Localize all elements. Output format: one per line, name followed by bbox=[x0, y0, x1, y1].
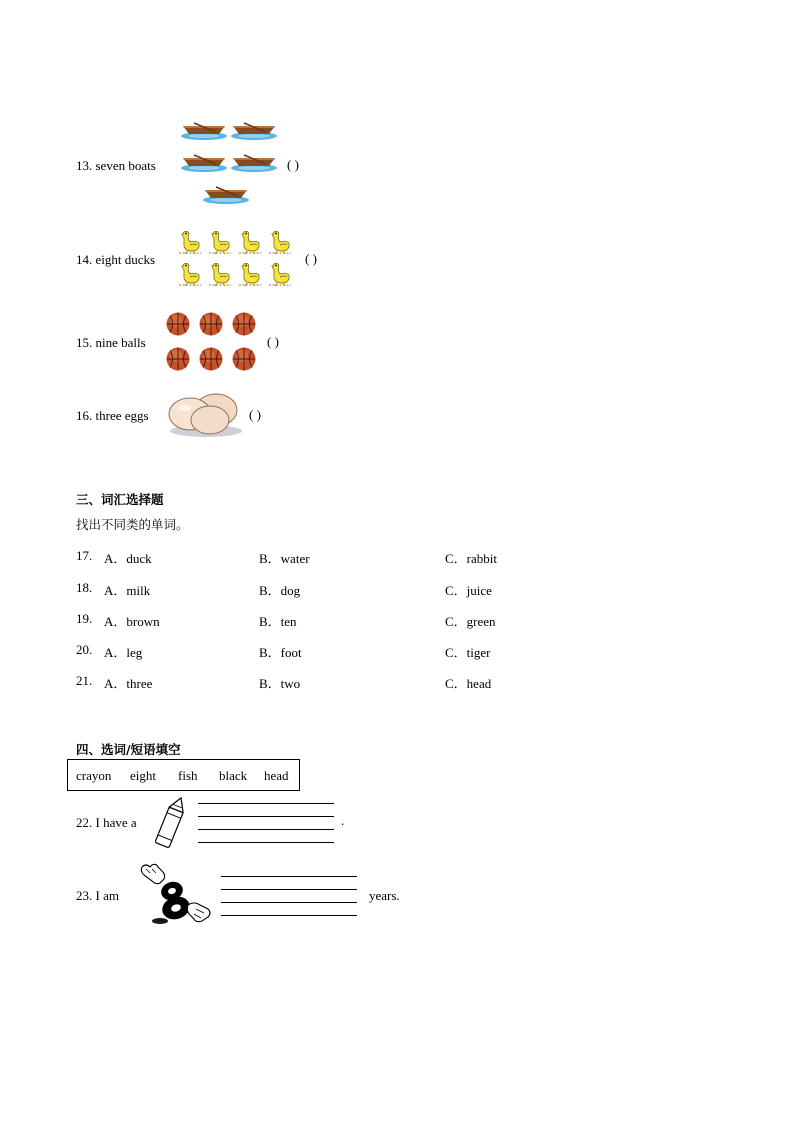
word-bank-item: black bbox=[219, 768, 248, 783]
question-number: 17. bbox=[76, 548, 93, 563]
answer-line[interactable] bbox=[221, 902, 357, 903]
question-15 bbox=[76, 335, 146, 351]
option-a[interactable]: A．brown bbox=[104, 614, 160, 629]
question-23 bbox=[76, 888, 119, 904]
question-number: 18. bbox=[76, 580, 93, 595]
word-bank-item: head bbox=[264, 768, 289, 783]
option-c[interactable]: C．green bbox=[445, 614, 496, 629]
boats-image bbox=[178, 119, 278, 211]
answer-line[interactable] bbox=[198, 829, 334, 830]
question-number: 21. bbox=[76, 673, 93, 688]
option-b[interactable]: B．foot bbox=[259, 645, 302, 660]
option-c[interactable]: C．tiger bbox=[445, 645, 491, 660]
question-number: 13. bbox=[76, 158, 93, 173]
boat-icon bbox=[231, 155, 277, 172]
question-number: 20. bbox=[76, 642, 93, 657]
question-number: 16. bbox=[76, 408, 93, 423]
answer-line[interactable] bbox=[221, 876, 357, 877]
boat-icon bbox=[181, 123, 227, 140]
option-b[interactable]: B．dog bbox=[259, 583, 301, 598]
answer-blank-15[interactable]: ( ) bbox=[267, 334, 279, 349]
question-prefix: I have a bbox=[95, 815, 137, 830]
answer-line[interactable] bbox=[221, 889, 357, 890]
option-b[interactable]: B．ten bbox=[259, 614, 297, 629]
question-14 bbox=[76, 252, 155, 268]
answer-line[interactable] bbox=[198, 803, 334, 804]
word-bank-item: crayon bbox=[76, 768, 112, 783]
answer-line[interactable] bbox=[221, 915, 357, 916]
answer-blank-13[interactable]: ( ) bbox=[287, 157, 299, 172]
section-4-title: 四、选词/短语填空 bbox=[76, 742, 181, 757]
question-text: eight ducks bbox=[95, 252, 156, 267]
number-eight-hands-icon bbox=[138, 861, 214, 927]
word-bank-item: fish bbox=[178, 768, 198, 783]
eggs-image bbox=[166, 386, 244, 440]
question-number: 14. bbox=[76, 252, 93, 267]
option-b[interactable]: B．two bbox=[259, 676, 301, 691]
section-3-title: 三、词汇选择题 bbox=[76, 492, 164, 507]
boat-icon bbox=[203, 187, 249, 204]
question-22 bbox=[76, 815, 137, 831]
option-a[interactable]: A．duck bbox=[104, 551, 152, 566]
question-text: nine balls bbox=[95, 335, 146, 350]
answer-line[interactable] bbox=[198, 842, 334, 843]
question-number: 15. bbox=[76, 335, 93, 350]
question-16 bbox=[76, 408, 149, 424]
sentence-end: years. bbox=[369, 888, 400, 903]
option-c[interactable]: C．head bbox=[445, 676, 492, 691]
question-number: 22. bbox=[76, 815, 93, 830]
option-a[interactable]: A．three bbox=[104, 676, 153, 691]
answer-blank-16[interactable]: ( ) bbox=[249, 407, 261, 422]
question-text: seven boats bbox=[95, 158, 156, 173]
option-a[interactable]: A．milk bbox=[104, 583, 151, 598]
answer-line[interactable] bbox=[198, 816, 334, 817]
balls-image bbox=[164, 311, 264, 375]
section-3-instruction: 找出不同类的单词。 bbox=[76, 517, 189, 532]
option-b[interactable]: B．water bbox=[259, 551, 310, 566]
boat-icon bbox=[231, 123, 277, 140]
ducks-image bbox=[176, 227, 304, 291]
boat-icon bbox=[181, 155, 227, 172]
question-number: 19. bbox=[76, 611, 93, 626]
option-a[interactable]: A．leg bbox=[104, 645, 143, 660]
question-text: three eggs bbox=[95, 408, 149, 423]
crayon-icon bbox=[150, 795, 192, 853]
word-bank-item: eight bbox=[130, 768, 156, 783]
question-13 bbox=[76, 158, 156, 174]
option-c[interactable]: C．juice bbox=[445, 583, 492, 598]
word-bank bbox=[67, 759, 300, 791]
answer-blank-14[interactable]: ( ) bbox=[305, 251, 317, 266]
option-c[interactable]: C．rabbit bbox=[445, 551, 497, 566]
question-prefix: I am bbox=[95, 888, 119, 903]
sentence-end: . bbox=[341, 813, 345, 828]
question-number: 23. bbox=[76, 888, 93, 903]
